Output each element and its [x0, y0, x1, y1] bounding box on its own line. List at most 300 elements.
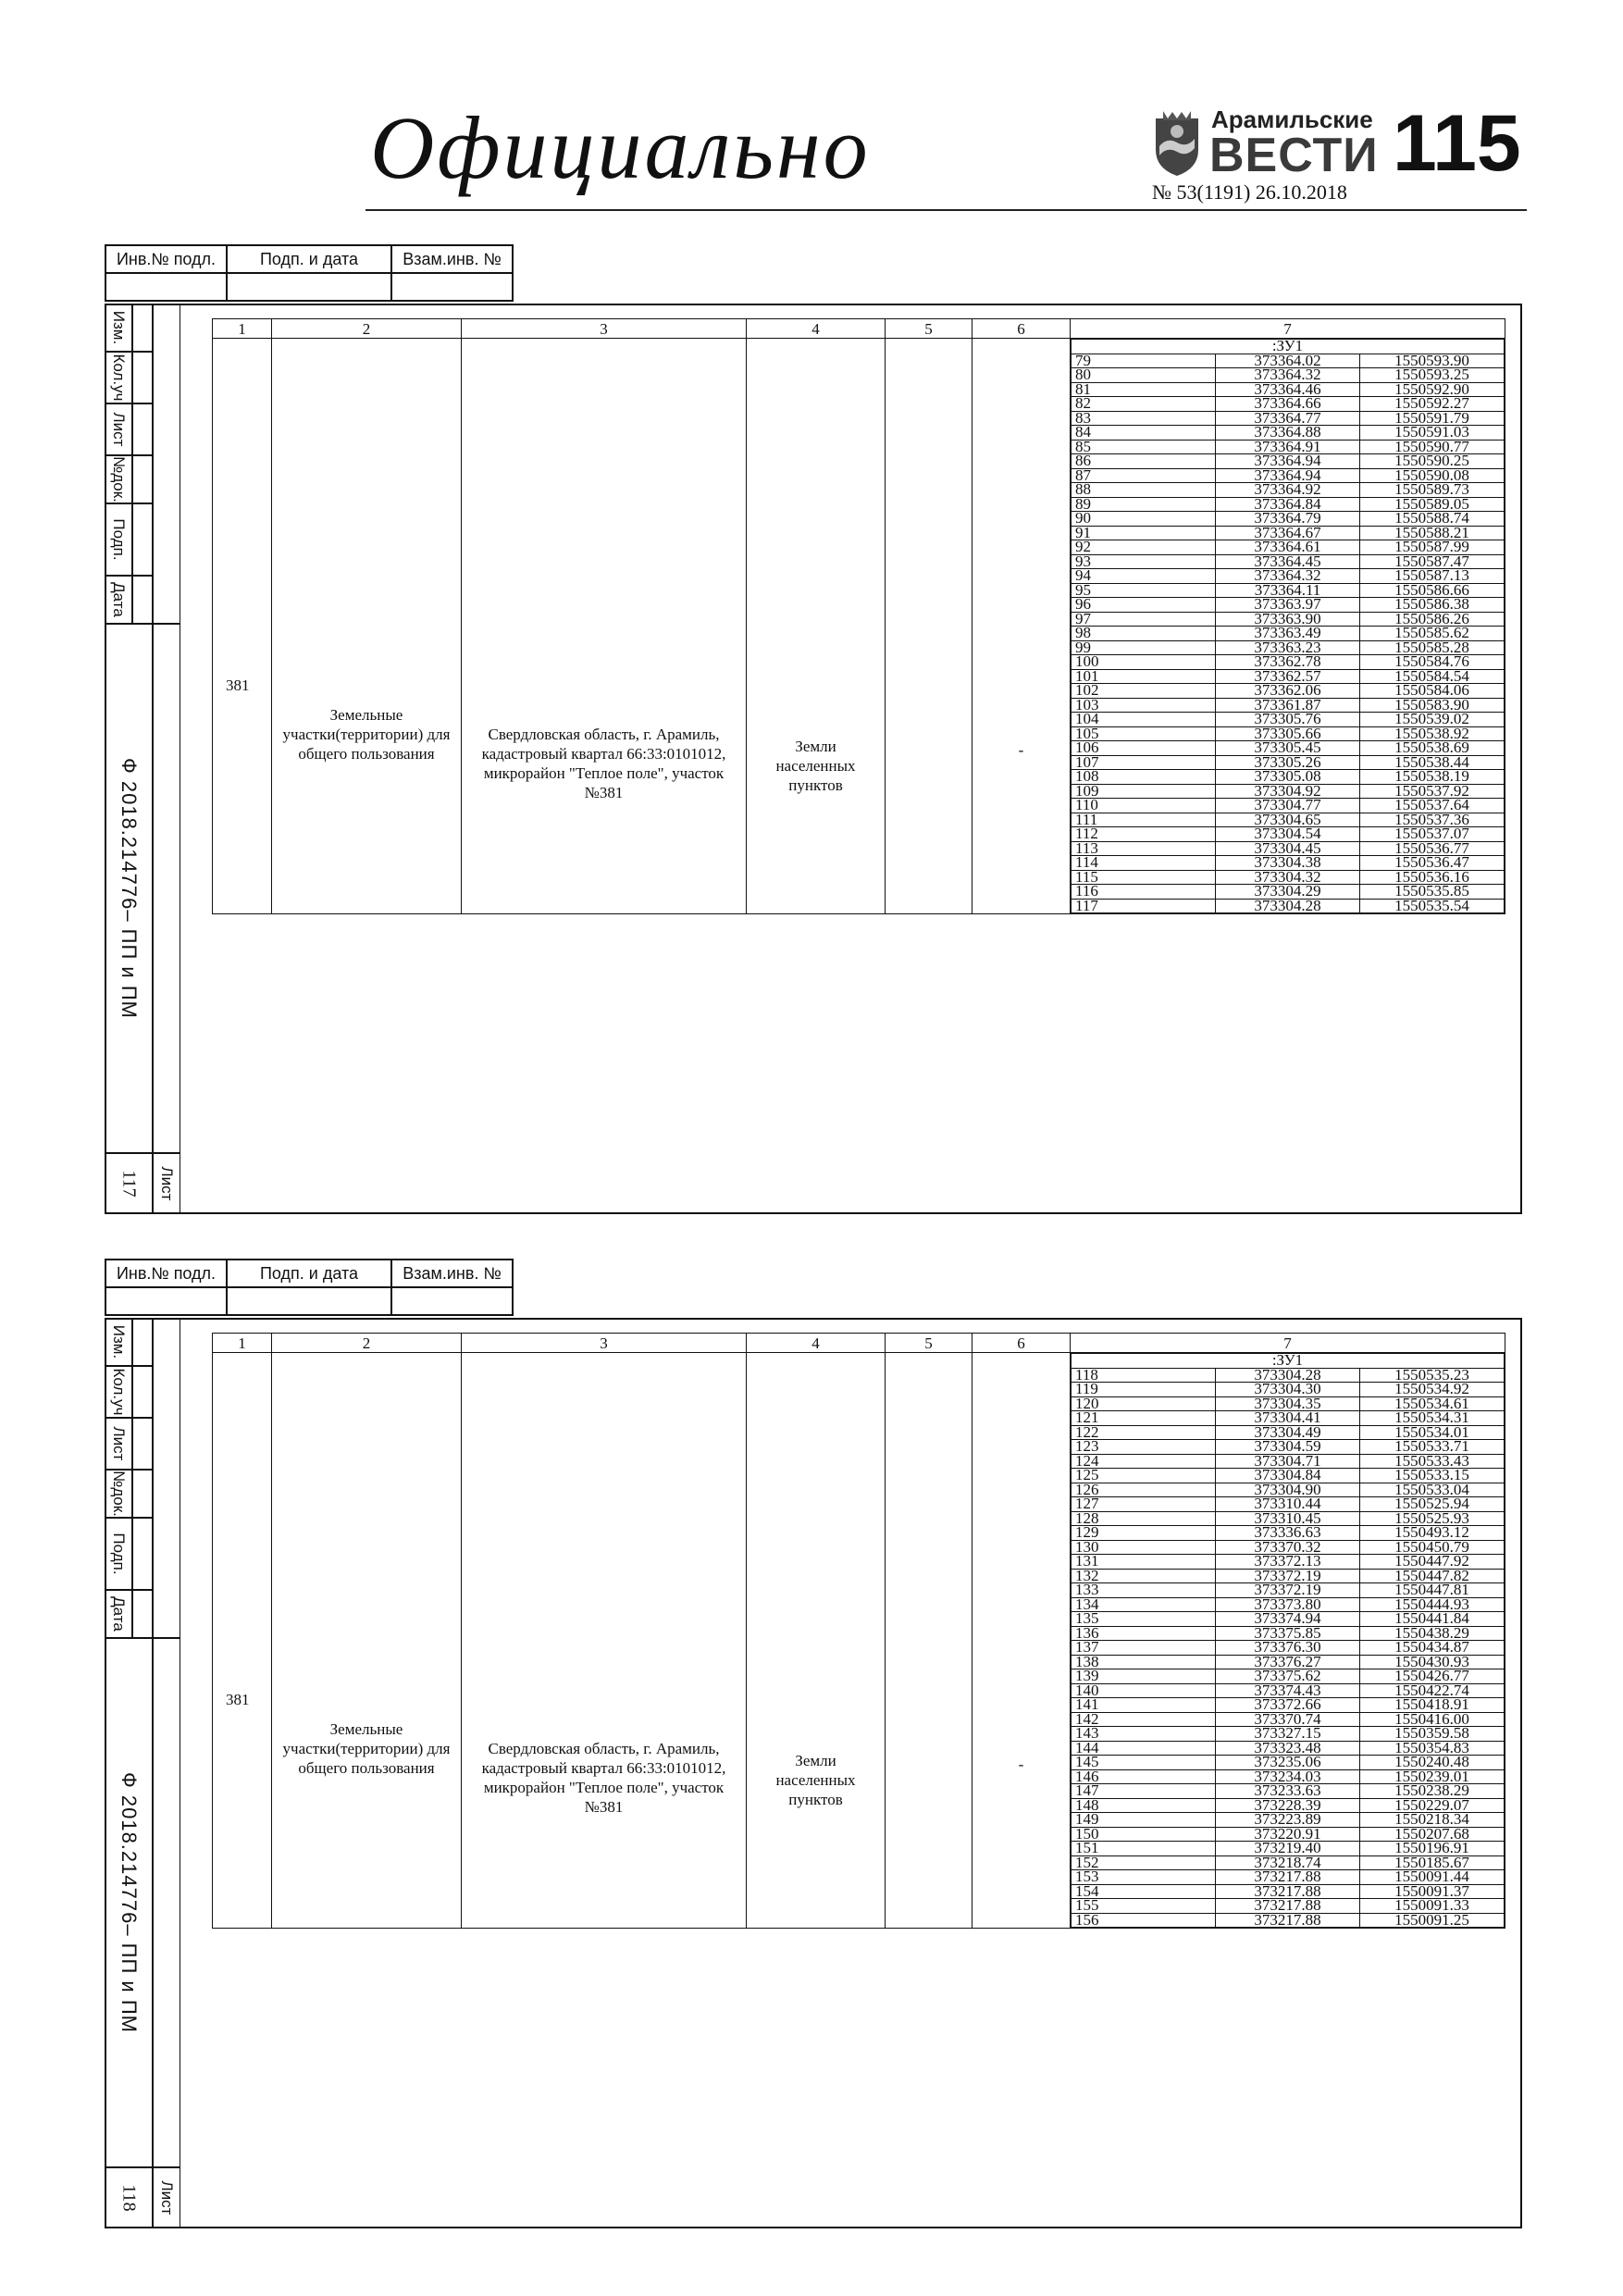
- point-number: 136: [1072, 1626, 1216, 1641]
- coordinate-y: 1550538.19: [1360, 770, 1505, 785]
- point-number: 140: [1072, 1683, 1216, 1698]
- podp-label: Подп.: [110, 518, 128, 561]
- coordinate-x: 373364.61: [1216, 540, 1360, 555]
- coordinate-x: 373364.94: [1216, 468, 1360, 483]
- coordinate-y: 1550592.27: [1360, 397, 1505, 412]
- point-number: 82: [1072, 397, 1216, 412]
- coordinate-x: 373327.15: [1216, 1727, 1360, 1742]
- coordinate-x: 373304.59: [1216, 1440, 1360, 1455]
- approval-stamp: [105, 1259, 514, 1316]
- coordinate-x: 373361.87: [1216, 698, 1360, 713]
- coordinate-y: 1550588.74: [1360, 512, 1505, 527]
- podp-data-label: Подп. и дата: [227, 245, 391, 273]
- coordinate-x: 373364.32: [1216, 368, 1360, 383]
- coordinate-y: 1550450.79: [1360, 1540, 1505, 1555]
- coordinate-y: 1550441.84: [1360, 1612, 1505, 1627]
- point-number: 83: [1072, 411, 1216, 426]
- n-dok-label: №док.: [110, 456, 128, 503]
- coordinate-x: 373234.03: [1216, 1769, 1360, 1784]
- data-label: Дата: [110, 582, 128, 617]
- list-label: Лист: [110, 1426, 128, 1461]
- coordinate-x: 373217.88: [1216, 1884, 1360, 1899]
- column-header-row: [213, 1334, 1505, 1353]
- coordinate-y: 1550534.92: [1360, 1383, 1505, 1397]
- coordinate-x: 373364.02: [1216, 354, 1360, 368]
- coordinate-y: 1550584.06: [1360, 684, 1505, 699]
- column-header: 7: [1071, 319, 1505, 339]
- coordinate-x: 373363.90: [1216, 612, 1360, 627]
- coordinate-y: 1550493.12: [1360, 1526, 1505, 1541]
- coordinate-y: 1550587.13: [1360, 569, 1505, 584]
- list-label-bottom: Лист: [158, 1166, 176, 1201]
- coordinate-y: 1550447.81: [1360, 1583, 1505, 1598]
- point-number: 87: [1072, 468, 1216, 483]
- point-number: 86: [1072, 454, 1216, 469]
- coordinate-x: 373364.46: [1216, 382, 1360, 397]
- title-block: [105, 304, 180, 1214]
- coordinate-y: 1550535.54: [1360, 899, 1505, 913]
- coordinate-x: 373304.35: [1216, 1396, 1360, 1411]
- coordinate-x: 373304.32: [1216, 870, 1360, 885]
- inv-podl-label: Инв.№ подл.: [105, 245, 227, 273]
- coordinate-y: 1550091.33: [1360, 1899, 1505, 1914]
- point-number: 117: [1072, 899, 1216, 913]
- issue-info: № 53(1191) 26.10.2018: [1152, 180, 1347, 204]
- coordinate-row: [1072, 1913, 1505, 1928]
- zu-label: :ЗУ1: [1072, 1354, 1505, 1369]
- point-number: 127: [1072, 1497, 1216, 1512]
- coordinate-x: 373304.92: [1216, 784, 1360, 799]
- podp-label: Подп.: [110, 1533, 128, 1575]
- coordinate-x: 373228.39: [1216, 1798, 1360, 1813]
- coordinate-y: 1550538.92: [1360, 726, 1505, 741]
- stamp-cell: [105, 273, 227, 301]
- coordinate-x: 373372.19: [1216, 1569, 1360, 1583]
- table-row: [213, 339, 1505, 914]
- list-label: Лист: [110, 412, 128, 447]
- section-title: Официально: [370, 98, 871, 197]
- coordinate-y: 1550535.23: [1360, 1368, 1505, 1383]
- point-number: 91: [1072, 526, 1216, 540]
- point-number: 144: [1072, 1741, 1216, 1756]
- coordinate-x: 373376.30: [1216, 1641, 1360, 1656]
- coordinate-x: 373362.06: [1216, 684, 1360, 699]
- point-number: 122: [1072, 1425, 1216, 1440]
- point-number: 108: [1072, 770, 1216, 785]
- coordinate-y: 1550593.90: [1360, 354, 1505, 368]
- plot-purpose: Земельные участки(территории) для общего пользования: [282, 706, 451, 763]
- coordinate-x: 373223.89: [1216, 1813, 1360, 1828]
- n-dok-label: №док.: [110, 1471, 128, 1517]
- coordinate-x: 373374.43: [1216, 1683, 1360, 1698]
- coordinate-x: 373364.11: [1216, 583, 1360, 598]
- coordinate-y: 1550591.03: [1360, 426, 1505, 441]
- point-number: 119: [1072, 1383, 1216, 1397]
- column-header: 7: [1071, 1334, 1505, 1353]
- coordinate-y: 1550587.99: [1360, 540, 1505, 555]
- point-number: 154: [1072, 1884, 1216, 1899]
- coordinate-y: 1550534.31: [1360, 1411, 1505, 1426]
- point-number: 102: [1072, 684, 1216, 699]
- coordinate-y: 1550447.82: [1360, 1569, 1505, 1583]
- coordinate-x: 373363.97: [1216, 598, 1360, 613]
- coordinate-x: 373304.28: [1216, 1368, 1360, 1383]
- coordinate-y: 1550588.21: [1360, 526, 1505, 540]
- coordinate-y: 1550444.93: [1360, 1597, 1505, 1612]
- coordinate-x: 373310.44: [1216, 1497, 1360, 1512]
- coordinate-x: 373372.66: [1216, 1698, 1360, 1713]
- column-header: 3: [462, 1334, 747, 1353]
- coordinate-y: 1550536.77: [1360, 841, 1505, 856]
- coordinate-y: 1550240.48: [1360, 1756, 1505, 1770]
- plot-purpose: Земельные участки(территории) для общего пользования: [282, 1720, 451, 1777]
- coordinate-x: 373372.19: [1216, 1583, 1360, 1598]
- coordinate-x: 373364.79: [1216, 512, 1360, 527]
- plot-number: 381: [226, 1691, 250, 1708]
- stamp-cell: [227, 273, 391, 301]
- point-number: 148: [1072, 1798, 1216, 1813]
- coordinate-y: 1550584.54: [1360, 669, 1505, 684]
- point-number: 88: [1072, 483, 1216, 498]
- point-number: 92: [1072, 540, 1216, 555]
- coordinate-x: 373304.77: [1216, 799, 1360, 813]
- point-number: 142: [1072, 1712, 1216, 1727]
- coordinate-y: 1550538.69: [1360, 741, 1505, 756]
- coordinate-y: 1550589.73: [1360, 483, 1505, 498]
- point-number: 103: [1072, 698, 1216, 713]
- coordinate-x: 373219.40: [1216, 1842, 1360, 1856]
- point-number: 112: [1072, 827, 1216, 842]
- plot-number: 381: [226, 676, 250, 694]
- point-number: 129: [1072, 1526, 1216, 1541]
- coordinate-y: 1550591.79: [1360, 411, 1505, 426]
- point-number: 90: [1072, 512, 1216, 527]
- coordinate-x: 373375.62: [1216, 1669, 1360, 1684]
- document-code: Ф 2018.214776– ПП и ПМ: [118, 1772, 141, 2033]
- inv-podl-label: Инв.№ подл.: [105, 1260, 227, 1287]
- point-number: 118: [1072, 1368, 1216, 1383]
- coordinate-y: 1550426.77: [1360, 1669, 1505, 1684]
- coordinate-y: 1550533.43: [1360, 1454, 1505, 1469]
- coordinate-x: 373304.84: [1216, 1469, 1360, 1483]
- point-number: 99: [1072, 640, 1216, 655]
- point-number: 80: [1072, 368, 1216, 383]
- point-number: 151: [1072, 1842, 1216, 1856]
- point-number: 125: [1072, 1469, 1216, 1483]
- coordinate-y: 1550583.90: [1360, 698, 1505, 713]
- plot-address: Свердловская область, г. Арамиль, кадастровый квартал 66:33:0101012, микрорайон "Теплое поле", участок №381: [481, 726, 726, 801]
- point-number: 115: [1072, 870, 1216, 885]
- point-number: 85: [1072, 440, 1216, 454]
- coordinate-x: 373364.66: [1216, 397, 1360, 412]
- column-6-value: -: [1018, 741, 1024, 759]
- point-number: 101: [1072, 669, 1216, 684]
- column-header: 6: [973, 319, 1071, 339]
- point-number: 145: [1072, 1756, 1216, 1770]
- approval-stamp: [105, 244, 514, 302]
- land-plot-table: [212, 318, 1505, 914]
- coordinate-y: 1550585.62: [1360, 627, 1505, 641]
- coordinate-y: 1550584.76: [1360, 655, 1505, 670]
- stamp-cell: [391, 1287, 513, 1315]
- coordinate-y: 1550533.04: [1360, 1483, 1505, 1497]
- point-number: 89: [1072, 497, 1216, 512]
- land-category: Земли населенных пунктов: [775, 1752, 856, 1808]
- coordinate-x: 373217.88: [1216, 1870, 1360, 1885]
- zu-label: :ЗУ1: [1072, 340, 1505, 354]
- coordinate-y: 1550533.15: [1360, 1469, 1505, 1483]
- column-header: 6: [973, 1334, 1071, 1353]
- coordinate-x: 373305.76: [1216, 713, 1360, 727]
- point-number: 98: [1072, 627, 1216, 641]
- column-header-row: [213, 319, 1505, 339]
- coordinate-y: 1550538.44: [1360, 755, 1505, 770]
- point-number: 105: [1072, 726, 1216, 741]
- coordinate-x: 373370.32: [1216, 1540, 1360, 1555]
- drawing-sheet: [105, 244, 1522, 1214]
- coordinate-y: 1550586.66: [1360, 583, 1505, 598]
- coordinate-y: 1550359.58: [1360, 1727, 1505, 1742]
- coordinate-x: 373364.67: [1216, 526, 1360, 540]
- point-number: 107: [1072, 755, 1216, 770]
- coordinate-x: 373233.63: [1216, 1784, 1360, 1799]
- coordinate-y: 1550539.02: [1360, 713, 1505, 727]
- column-header: 5: [886, 319, 973, 339]
- point-number: 79: [1072, 354, 1216, 368]
- point-number: 94: [1072, 569, 1216, 584]
- header-rule: [365, 209, 1527, 211]
- coordinate-x: 373376.27: [1216, 1655, 1360, 1669]
- coordinate-y: 1550525.94: [1360, 1497, 1505, 1512]
- point-number: 121: [1072, 1411, 1216, 1426]
- coordinate-y: 1550434.87: [1360, 1641, 1505, 1656]
- coordinate-y: 1550537.92: [1360, 784, 1505, 799]
- coordinate-x: 373305.45: [1216, 741, 1360, 756]
- coordinate-y: 1550418.91: [1360, 1698, 1505, 1713]
- coordinate-y: 1550586.38: [1360, 598, 1505, 613]
- table-row: [213, 1353, 1505, 1929]
- coordinate-y: 1550589.05: [1360, 497, 1505, 512]
- coordinate-y: 1550447.92: [1360, 1555, 1505, 1570]
- point-number: 134: [1072, 1597, 1216, 1612]
- point-number: 141: [1072, 1698, 1216, 1713]
- coordinate-x: 373364.84: [1216, 497, 1360, 512]
- coordinate-x: 373305.66: [1216, 726, 1360, 741]
- coordinate-y: 1550091.25: [1360, 1913, 1505, 1928]
- coordinate-x: 373304.38: [1216, 856, 1360, 871]
- coordinate-x: 373304.41: [1216, 1411, 1360, 1426]
- coordinate-y: 1550416.00: [1360, 1712, 1505, 1727]
- point-number: 109: [1072, 784, 1216, 799]
- coordinate-y: 1550536.47: [1360, 856, 1505, 871]
- point-number: 100: [1072, 655, 1216, 670]
- column-header: 4: [747, 1334, 886, 1353]
- column-header: 2: [272, 1334, 462, 1353]
- coordinate-x: 373370.74: [1216, 1712, 1360, 1727]
- coordinate-x: 373363.23: [1216, 640, 1360, 655]
- izm-label: Изм.: [110, 310, 128, 345]
- coordinate-x: 373304.30: [1216, 1383, 1360, 1397]
- point-number: 116: [1072, 885, 1216, 900]
- coordinate-x: 373362.57: [1216, 669, 1360, 684]
- point-number: 131: [1072, 1555, 1216, 1570]
- column-header: 3: [462, 319, 747, 339]
- point-number: 149: [1072, 1813, 1216, 1828]
- coordinate-x: 373364.45: [1216, 554, 1360, 569]
- coordinate-y: 1550537.36: [1360, 813, 1505, 827]
- coordinate-y: 1550091.44: [1360, 1870, 1505, 1885]
- coordinate-y: 1550239.01: [1360, 1769, 1505, 1784]
- point-number: 95: [1072, 583, 1216, 598]
- vzam-inv-label: Взам.инв. №: [391, 1260, 513, 1287]
- point-number: 110: [1072, 799, 1216, 813]
- point-number: 150: [1072, 1827, 1216, 1842]
- coordinate-x: 373235.06: [1216, 1756, 1360, 1770]
- coordinate-x: 373304.90: [1216, 1483, 1360, 1497]
- point-number: 137: [1072, 1641, 1216, 1656]
- coordinate-x: 373304.28: [1216, 899, 1360, 913]
- column-6-value: -: [1018, 1756, 1024, 1773]
- coordinate-y: 1550537.07: [1360, 827, 1505, 842]
- point-number: 97: [1072, 612, 1216, 627]
- coordinate-x: 373364.92: [1216, 483, 1360, 498]
- column-header: 1: [213, 319, 272, 339]
- drawing-sheet: [105, 1259, 1522, 2228]
- coordinate-x: 373362.78: [1216, 655, 1360, 670]
- coordinate-y: 1550438.29: [1360, 1626, 1505, 1641]
- point-number: 111: [1072, 813, 1216, 827]
- column-header: 5: [886, 1334, 973, 1353]
- coordinate-y: 1550185.67: [1360, 1855, 1505, 1870]
- coordinate-y: 1550525.93: [1360, 1511, 1505, 1526]
- coordinate-y: 1550537.64: [1360, 799, 1505, 813]
- coordinate-x: 373305.08: [1216, 770, 1360, 785]
- point-number: 143: [1072, 1727, 1216, 1742]
- coordinate-y: 1550238.29: [1360, 1784, 1505, 1799]
- coordinate-x: 373364.88: [1216, 426, 1360, 441]
- point-number: 96: [1072, 598, 1216, 613]
- coat-of-arms-icon: [1150, 109, 1204, 178]
- point-number: 130: [1072, 1540, 1216, 1555]
- point-number: 128: [1072, 1511, 1216, 1526]
- stamp-cell: [227, 1287, 391, 1315]
- point-number: 135: [1072, 1612, 1216, 1627]
- coordinate-x: 373217.88: [1216, 1913, 1360, 1928]
- point-number: 156: [1072, 1913, 1216, 1928]
- land-plot-table: [212, 1333, 1505, 1929]
- point-number: 138: [1072, 1655, 1216, 1669]
- coordinate-y: 1550585.28: [1360, 640, 1505, 655]
- coordinate-x: 373364.77: [1216, 411, 1360, 426]
- column-header: 4: [747, 319, 886, 339]
- point-number: 153: [1072, 1870, 1216, 1885]
- point-number: 81: [1072, 382, 1216, 397]
- coordinate-y: 1550586.26: [1360, 612, 1505, 627]
- coordinate-y: 1550533.71: [1360, 1440, 1505, 1455]
- coordinate-x: 373375.85: [1216, 1626, 1360, 1641]
- land-category: Земли населенных пунктов: [775, 738, 856, 794]
- point-number: 146: [1072, 1769, 1216, 1784]
- coordinate-x: 373304.71: [1216, 1454, 1360, 1469]
- coordinate-x: 373373.80: [1216, 1597, 1360, 1612]
- coordinate-x: 373304.54: [1216, 827, 1360, 842]
- sheet-number: 117: [118, 1170, 140, 1198]
- point-number: 106: [1072, 741, 1216, 756]
- coordinate-y: 1550536.16: [1360, 870, 1505, 885]
- column-header: 2: [272, 319, 462, 339]
- coordinate-y: 1550590.08: [1360, 468, 1505, 483]
- coordinate-x: 373372.13: [1216, 1555, 1360, 1570]
- coordinates-table: [1071, 339, 1505, 913]
- coordinate-x: 373304.49: [1216, 1425, 1360, 1440]
- coordinate-x: 373363.49: [1216, 627, 1360, 641]
- coordinate-y: 1550590.77: [1360, 440, 1505, 454]
- coordinate-x: 373305.26: [1216, 755, 1360, 770]
- coordinate-y: 1550593.25: [1360, 368, 1505, 383]
- coordinate-x: 373220.91: [1216, 1827, 1360, 1842]
- coordinate-x: 373364.91: [1216, 440, 1360, 454]
- list-label-bottom: Лист: [158, 2180, 176, 2215]
- coordinate-x: 373336.63: [1216, 1526, 1360, 1541]
- point-number: 132: [1072, 1569, 1216, 1583]
- sheet-number: 118: [118, 2184, 140, 2212]
- point-number: 93: [1072, 554, 1216, 569]
- page-number: 115: [1393, 99, 1521, 188]
- coordinate-y: 1550091.37: [1360, 1884, 1505, 1899]
- coordinate-y: 1550592.90: [1360, 382, 1505, 397]
- point-number: 124: [1072, 1454, 1216, 1469]
- coordinate-y: 1550354.83: [1360, 1741, 1505, 1756]
- coordinate-y: 1550587.47: [1360, 554, 1505, 569]
- point-number: 114: [1072, 856, 1216, 871]
- data-label: Дата: [110, 1596, 128, 1632]
- coordinate-x: 373218.74: [1216, 1855, 1360, 1870]
- brand-line-2: ВЕСТИ: [1209, 129, 1379, 182]
- kol-uch-label: Кол.уч: [110, 1368, 128, 1416]
- point-number: 113: [1072, 841, 1216, 856]
- point-number: 104: [1072, 713, 1216, 727]
- stamp-cell: [391, 273, 513, 301]
- point-number: 84: [1072, 426, 1216, 441]
- newspaper-logo: [1150, 104, 1379, 182]
- coordinate-x: 373304.29: [1216, 885, 1360, 900]
- podp-data-label: Подп. и дата: [227, 1260, 391, 1287]
- izm-label: Изм.: [110, 1324, 128, 1359]
- coordinate-x: 373304.65: [1216, 813, 1360, 827]
- point-number: 123: [1072, 1440, 1216, 1455]
- plot-address: Свердловская область, г. Арамиль, кадастровый квартал 66:33:0101012, микрорайон "Теплое поле", участок №381: [481, 1740, 726, 1816]
- coordinate-x: 373374.94: [1216, 1612, 1360, 1627]
- point-number: 152: [1072, 1855, 1216, 1870]
- coordinate-x: 373364.32: [1216, 569, 1360, 584]
- point-number: 126: [1072, 1483, 1216, 1497]
- coordinate-row: [1072, 899, 1505, 913]
- coordinate-x: 373323.48: [1216, 1741, 1360, 1756]
- coordinate-y: 1550535.85: [1360, 885, 1505, 900]
- title-block: [105, 1318, 180, 2228]
- kol-uch-label: Кол.уч: [110, 354, 128, 402]
- coordinate-y: 1550430.93: [1360, 1655, 1505, 1669]
- point-number: 133: [1072, 1583, 1216, 1598]
- point-number: 139: [1072, 1669, 1216, 1684]
- point-number: 147: [1072, 1784, 1216, 1799]
- coordinate-x: 373217.88: [1216, 1899, 1360, 1914]
- document-code: Ф 2018.214776– ПП и ПМ: [118, 758, 141, 1019]
- coordinate-y: 1550229.07: [1360, 1798, 1505, 1813]
- coordinate-y: 1550534.01: [1360, 1425, 1505, 1440]
- coordinate-x: 373310.45: [1216, 1511, 1360, 1526]
- point-number: 120: [1072, 1396, 1216, 1411]
